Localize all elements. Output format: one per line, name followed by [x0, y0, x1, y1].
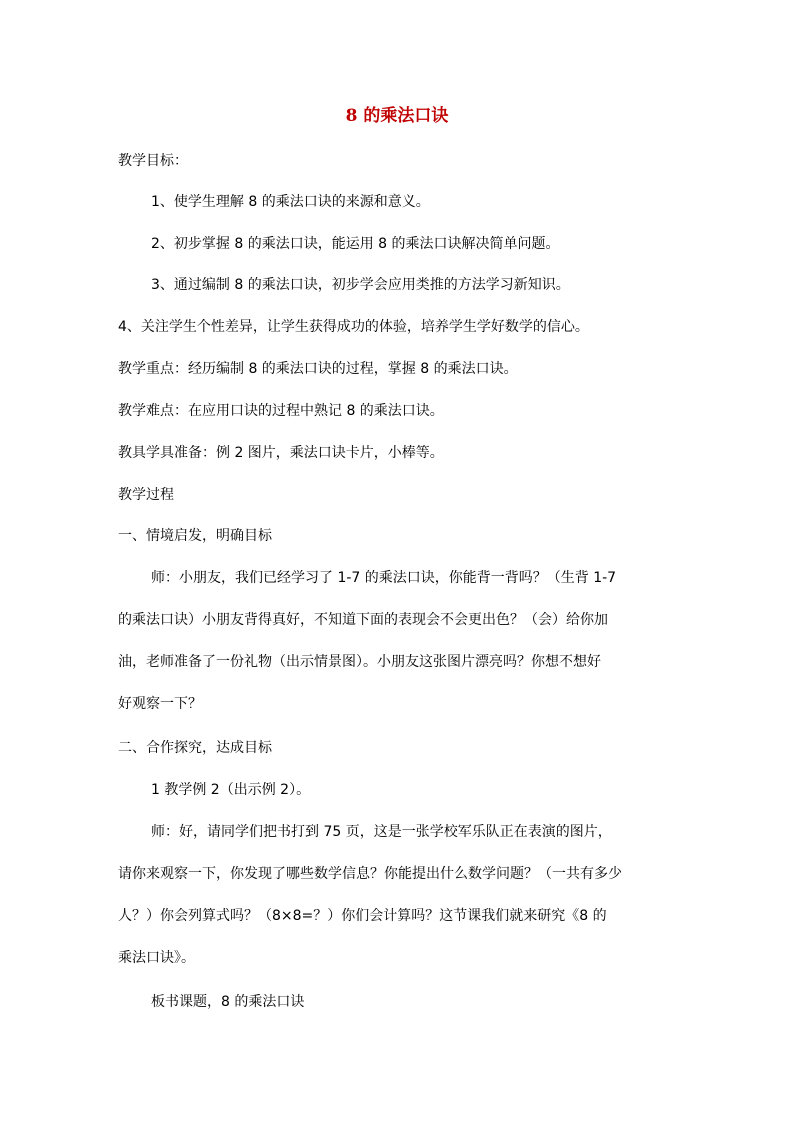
objective-2: 2、初步掌握 8 的乘法口诀，能运用 8 的乘法口诀解决简单问题。 [151, 236, 560, 252]
objectives-heading: 教学目标： [118, 153, 188, 169]
key-point: 教学重点：经历编制 8 的乘法口诀的过程，掌握 8 的乘法口诀。 [118, 361, 518, 377]
section2-para-line-4: 乘法口诀》。 [118, 950, 195, 966]
section2-heading: 二、合作探究，达成目标 [118, 740, 272, 756]
section1-para-line-3: 油，老师准备了一份礼物（出示情景图）。小朋友这张图片漂亮吗？你想不想好 [118, 654, 601, 670]
section1-para-line-1: 师：小朋友，我们已经学习了 1-7 的乘法口诀，你能背一背吗？（生背 1-7 [151, 570, 617, 586]
objective-1: 1、使学生理解 8 的乘法口诀的来源和意义。 [151, 194, 430, 210]
section2-para-line-2: 请你来观察一下，你发现了哪些数学信息？你能提出什么数学问题？（一共有多少 [118, 866, 622, 882]
section1-para-line-4: 好观察一下？ [118, 696, 202, 712]
example-line: 1 教学例 2（出示例 2）。 [151, 782, 311, 798]
objective-3: 3、通过编制 8 的乘法口诀，初步学会应用类推的方法学习新知识。 [151, 277, 570, 293]
document-title: 8 的乘法口诀 [345, 106, 449, 126]
section2-para-line-3: 人？）你会列算式吗？（8×8=？）你们会计算吗？这节课我们就来研究《8 的 [118, 908, 607, 924]
board-line: 板书课题，8 的乘法口诀 [151, 994, 305, 1010]
process-heading: 教学过程 [118, 487, 174, 503]
section2-para-line-1: 师：好，请同学们把书打到 75 页，这是一张学校军乐队正在表演的图片， [151, 824, 612, 840]
section1-heading: 一、情境启发，明确目标 [118, 528, 272, 544]
objective-4: 4、关注学生个性差异，让学生获得成功的体验，培养学生学好数学的信心。 [118, 319, 589, 335]
section1-para-line-2: 的乘法口诀）小朋友背得真好，不知道下面的表现会不会更出色？（会）给你加 [118, 612, 608, 628]
difficulty: 教学难点：在应用口诀的过程中熟记 8 的乘法口诀。 [118, 403, 444, 419]
materials: 教具学具准备：例 2 图片，乘法口诀卡片，小棒等。 [118, 445, 444, 461]
